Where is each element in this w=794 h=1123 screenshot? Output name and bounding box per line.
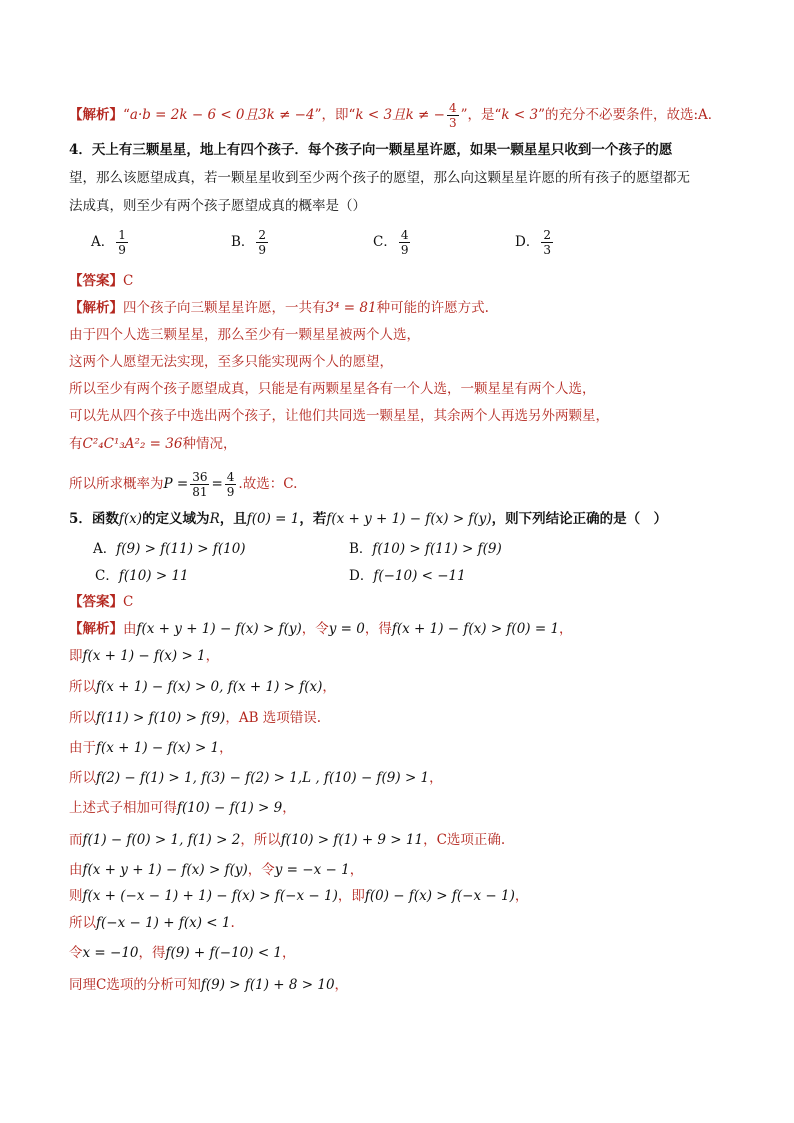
answer-value: C (123, 594, 134, 610)
text: 所以 (69, 915, 96, 931)
text: ，若 (299, 511, 327, 527)
q4-option-a (91, 228, 130, 257)
text: ， (205, 648, 220, 664)
fraction (541, 228, 553, 257)
analysis-tag: 【解析】 (69, 300, 123, 316)
math: f(10) > f(11) > f(9) (372, 541, 502, 557)
denominator: 9 (258, 243, 267, 257)
q5-answer-line (69, 592, 133, 612)
text: 5．函数 (69, 511, 119, 527)
q5-analysis-line-13 (69, 975, 348, 995)
q4-option-c (373, 228, 412, 257)
numerator: 2 (543, 228, 551, 242)
answer-tag: 【答案】 (69, 273, 123, 289)
math: f(0) − f(x) > f(−x − 1) (364, 888, 515, 904)
denominator: 9 (118, 243, 126, 257)
option-label: D． (515, 234, 540, 250)
math: f(9) > f(11) > f(10) (116, 541, 246, 557)
denominator: 9 (400, 243, 409, 257)
q5-option-d (349, 564, 466, 584)
math: f(10) > f(1) + 9 > 11 (280, 832, 424, 848)
q4-analysis-line-2: 由于四个人选三颗星星，那么至少有一颗星星被两个人选， (69, 327, 420, 343)
answer-value: C (123, 273, 134, 289)
text: 由 (69, 862, 83, 878)
math: R (209, 511, 220, 527)
denominator: 81 (192, 485, 208, 499)
math: 3⁴ = 81 (325, 300, 377, 316)
math: y = 0 (328, 621, 365, 637)
text: 所以所求概率为 (69, 476, 164, 492)
q5-option-a (93, 537, 246, 557)
text: 由 (123, 621, 137, 637)
math: f(x + 1) − f(x) > 1 (82, 648, 206, 664)
denominator: 3 (543, 243, 551, 257)
q4-answer-line (69, 271, 133, 291)
text: 则 (69, 888, 83, 904)
text: ， (559, 621, 573, 637)
math: f(9) > f(1) + 8 > 10 (200, 977, 335, 993)
text: ，C选项正确. (423, 832, 506, 848)
q4-analysis-line-3: 这两个人愿望无法实现，至多只能实现两个人的愿望， (69, 354, 393, 370)
text: ，AB 选项错误. (225, 710, 322, 726)
text: ， (429, 770, 443, 786)
q4-stem-line-3: 法成真，则至少有两个孩子愿望成真的概率是（） (69, 198, 366, 214)
q5-option-c (95, 564, 189, 584)
q5-analysis-line-8 (69, 830, 505, 850)
text: ， (322, 679, 336, 695)
text: ”，是“ (460, 107, 502, 123)
text: ， (349, 862, 364, 878)
math: x = −10 (82, 945, 139, 961)
text: 同理C选项的分析可知 (69, 977, 201, 993)
math: P = (163, 476, 189, 492)
q4-stem-line-2: 望，那么该愿望成真，若一颗星星收到至少两个孩子的愿望，那么向这颗星星许愿的所有孩子的愿望都无 (69, 170, 690, 186)
math: C²₄C¹₃A²₂ = 36 (82, 436, 183, 452)
answer-tag: 【答案】 (69, 594, 123, 610)
q5-stem (69, 509, 667, 529)
numerator: 4 (448, 101, 457, 115)
q4-analysis-line-4: 所以至少有两个孩子愿望成真，只能是有两颗星星各有一个人选，一颗星星有两个人选， (69, 381, 596, 397)
text: ，所以 (240, 832, 281, 848)
q5-option-b (349, 537, 502, 557)
math: a·b = 2k − 6 < 0且3k ≠ −4 (129, 107, 315, 123)
option-label: C． (373, 234, 397, 250)
text: ，得 (364, 621, 392, 637)
q5-analysis-line-6 (69, 768, 443, 788)
q3-analysis-line (69, 101, 721, 130)
denominator: 3 (448, 116, 457, 130)
math: f(x + 1) − f(x) > 1 (96, 740, 220, 756)
text: 所以 (69, 770, 96, 786)
math: y = −x − 1 (274, 862, 350, 878)
text: 所以 (69, 710, 96, 726)
numerator: 4 (226, 470, 235, 484)
option-label: A． (93, 541, 117, 557)
option-label: C． (95, 568, 119, 584)
numerator: 36 (192, 470, 208, 484)
numerator: 2 (258, 228, 267, 242)
denominator: 9 (226, 485, 235, 499)
q5-analysis-line-9 (69, 860, 363, 880)
text: ， (219, 740, 233, 756)
numerator: 1 (118, 228, 126, 242)
q5-analysis-line-7 (69, 798, 296, 818)
option-label: B． (231, 234, 255, 250)
text: ， (514, 888, 529, 904)
q4-option-b (231, 228, 270, 257)
text: ，令 (247, 862, 275, 878)
text: 的定义域为 (142, 511, 210, 527)
text: ，则下列结论正确的是（ ） (491, 511, 668, 527)
text: “ (123, 107, 130, 123)
text: 所以 (69, 679, 96, 695)
text: C. (283, 476, 298, 492)
fraction (190, 470, 209, 499)
math: f(1) − f(0) > 1, f(1) > 2 (82, 832, 241, 848)
text: .故选： (238, 476, 284, 492)
math: f(11) > f(10) > f(9) (96, 710, 226, 726)
fraction (116, 228, 128, 257)
fraction (447, 101, 459, 130)
q5-analysis-line-11 (69, 913, 235, 933)
text: 上述式子相加可得 (69, 800, 177, 816)
q4-analysis-line-6 (69, 434, 236, 454)
text: ，即 (337, 888, 365, 904)
q4-analysis-line-7 (69, 470, 297, 499)
text: 而 (69, 832, 83, 848)
math: f(−10) < −11 (373, 568, 466, 584)
math: f(0) = 1 (246, 511, 300, 527)
math: k < 3 (501, 107, 539, 123)
math: f(10) > 11 (118, 568, 189, 584)
math: f(x + 1) − f(x) > f(0) = 1 (391, 621, 560, 637)
math: f(x + y + 1) − f(x) > f(y) (136, 621, 302, 637)
equals-sign: = (211, 476, 223, 492)
text: ”，即“ (314, 107, 356, 123)
q5-analysis-line-10 (69, 886, 528, 906)
text: 即 (69, 648, 83, 664)
math: f(9) + f(−10) < 1 (165, 945, 283, 961)
fraction (256, 228, 268, 257)
text: ，得 (138, 945, 166, 961)
math: f(10) − f(1) > 9 (177, 800, 283, 816)
text: ， (282, 945, 296, 961)
text: ， (334, 977, 349, 993)
text: 由于 (69, 740, 96, 756)
q5-analysis-line-2 (69, 646, 219, 666)
analysis-tag: 【解析】 (69, 107, 123, 123)
text: 种情况， (182, 436, 237, 452)
option-label: B． (349, 541, 373, 557)
text: 有 (69, 436, 83, 452)
text: ，令 (301, 621, 329, 637)
option-label: A． (91, 234, 115, 250)
q4-stem-line-1: 4．天上有三颗星星，地上有四个孩子．每个孩子向一颗星星许愿，如果一颗星星只收到一个孩子的愿 (69, 142, 673, 158)
fraction (399, 228, 411, 257)
analysis-tag: 【解析】 (69, 621, 123, 637)
math: f(x + y + 1) − f(x) > f(y) (82, 862, 248, 878)
text: . (230, 915, 235, 931)
math: f(2) − f(1) > 1, f(3) − f(2) > 1,L , f(10) − f(9) > 1 (96, 770, 430, 786)
math: f(x + (−x − 1) + 1) − f(x) > f(−x − 1) (82, 888, 338, 904)
q5-analysis-line-12 (69, 943, 296, 963)
q5-analysis-line-5 (69, 738, 233, 758)
q5-analysis-line-4 (69, 708, 321, 728)
fraction (225, 470, 237, 499)
text: 种可能的许愿方式. (376, 300, 489, 316)
q5-analysis-line-3 (69, 677, 336, 697)
math: f(−x − 1) + f(x) < 1 (96, 915, 231, 931)
math: f(x + y + 1) − f(x) > f(y) (326, 511, 492, 527)
q4-option-d (515, 228, 555, 257)
math: k < 3且k ≠ − (355, 107, 445, 123)
q5-analysis-line-1 (69, 619, 573, 639)
text: ， (282, 800, 296, 816)
text: ，且 (219, 511, 247, 527)
text: 令 (69, 945, 83, 961)
q4-analysis-line-5: 可以先从四个孩子中选出两个孩子，让他们共同选一颗星星，其余两个人再选另外两颗星， (69, 408, 609, 424)
q4-analysis-line-1 (69, 298, 489, 318)
text: ”的充分不必要条件，故选:A． (538, 107, 722, 123)
math: f(x) (118, 511, 143, 527)
option-label: D． (349, 568, 374, 584)
text: 四个孩子向三颗星星许愿，一共有 (123, 300, 326, 316)
math: f(x + 1) − f(x) > 0, f(x + 1) > f(x) (96, 679, 323, 695)
numerator: 4 (400, 228, 409, 242)
